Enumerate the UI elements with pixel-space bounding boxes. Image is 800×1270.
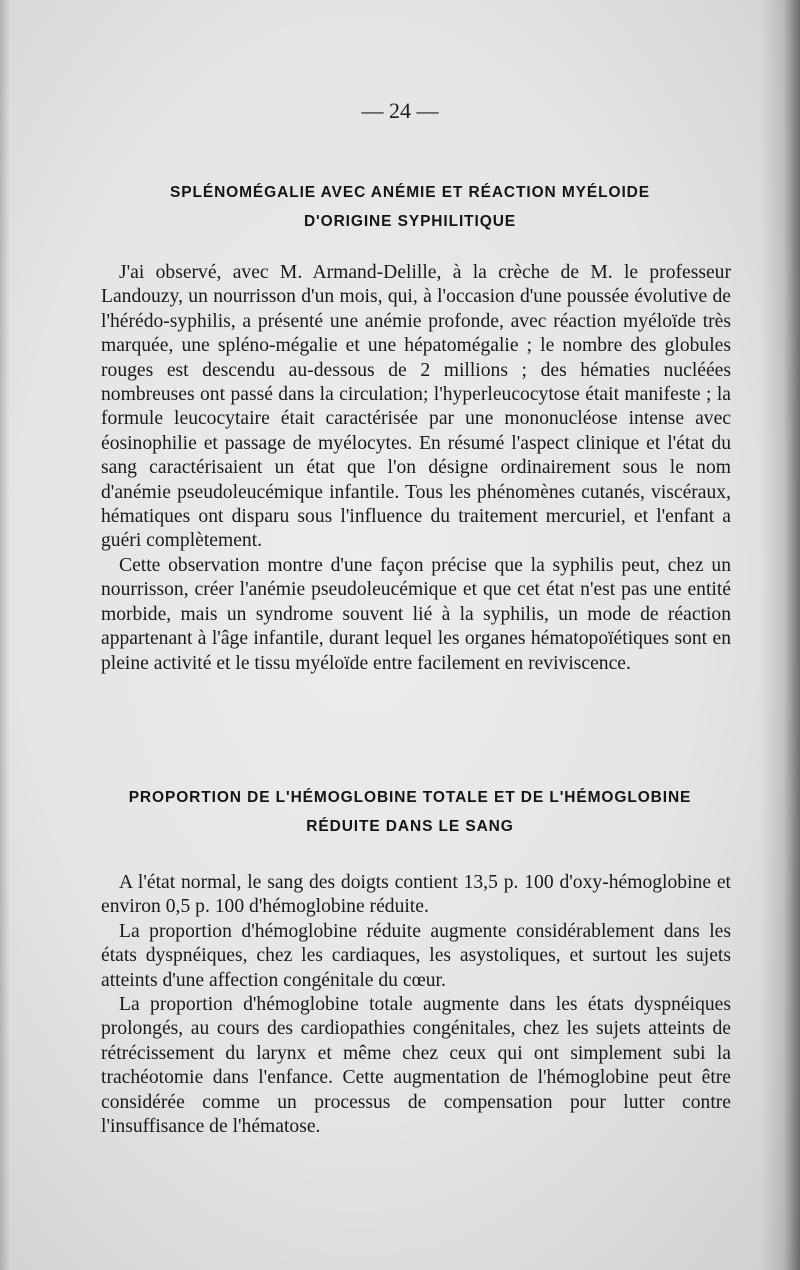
paragraph: Cette observation montre d'une façon précise que la syphilis peut, chez un nourrisson, créer l'anémie pseudoleucémique et que cet état n'est pas une entité morbide, mais un syndrome souvent lié à la syphilis, un mode de réaction appartenant à l'âge infantile, durant lequel les organes hématopoïétiques sont en pleine activité et le tissu myéloïde entre facilement en reviviscence. [101,554,731,674]
section-heading-splenomegalie [90,178,730,236]
section-body-hemoglobine [101,871,731,1139]
section-heading-line: SPLÉNOMÉGALIE AVEC ANÉMIE ET RÉACTION MYÉLOIDE [169,184,651,201]
section-body-splenomegalie [101,261,731,676]
section-heading-line: D'ORIGINE SYPHILITIQUE [303,213,517,230]
section-heading-line: RÉDUITE DANS LE SANG [306,818,514,835]
page-right-shadow [760,0,800,1270]
paragraph: J'ai observé, avec M. Armand-Delille, à la crèche de M. le professeur Landouzy, un nourrisson d'un mois, qui, à l'occasion d'une poussée évolutive de l'hérédo-syphilis, a présenté une anémie profonde, avec réaction myéloïde très marquée, une spléno-mégalie et une hépatomégalie ; le nombre des globules rouges est descendu au-dessous de 2 millions ; des hématies nucléées nombreuses ont passé dans la circulation; l'hyperleucocytose était manifeste ; la formule leucocytaire était caractérisée par une mononucléose intense avec éosinophilie et passage de myélocytes. En résumé l'aspect clinique et l'état du sang caractérisaient un état que l'on désigne ordinairement sous le nom d'anémie pseudoleucémique infantile. Tous les phénomènes cutanés, viscéraux, hématiques ont disparu sous l'influence du traitement mercuriel, et l'enfant a guéri complètement. [101,262,731,552]
section-heading-hemoglobine [90,783,730,841]
paragraph: A l'état normal, le sang des doigts contient 13,5 p. 100 d'oxy-hémoglobine et environ 0,5 p. 100 d'hémoglobine réduite. [101,872,731,918]
page-number: — 24 — [361,98,439,123]
paragraph: La proportion d'hémoglobine totale augmente dans les états dyspnéiques prolongés, au cours des cardiopathies congénitales, chez les sujets atteints de rétrécissement du larynx et même chez ceux qui ont simplement subi la trachéotomie dans l'enfance. Cette augmentation de l'hémoglobine peut être considérée comme un processus de compensation pour lutter contre l'insuffisance de l'hématose. [101,994,731,1138]
section-heading-line: PROPORTION DE L'HÉMOGLOBINE TOTALE ET DE L'HÉMOGLOBINE [128,789,692,806]
page-left-shadow [0,0,10,1270]
paragraph: La proportion d'hémoglobine réduite augmente considérablement dans les états dyspnéiques, chez les cardiaques, les asystoliques, et surtout les sujets atteints d'une affection congénitale du cœur. [101,920,731,991]
